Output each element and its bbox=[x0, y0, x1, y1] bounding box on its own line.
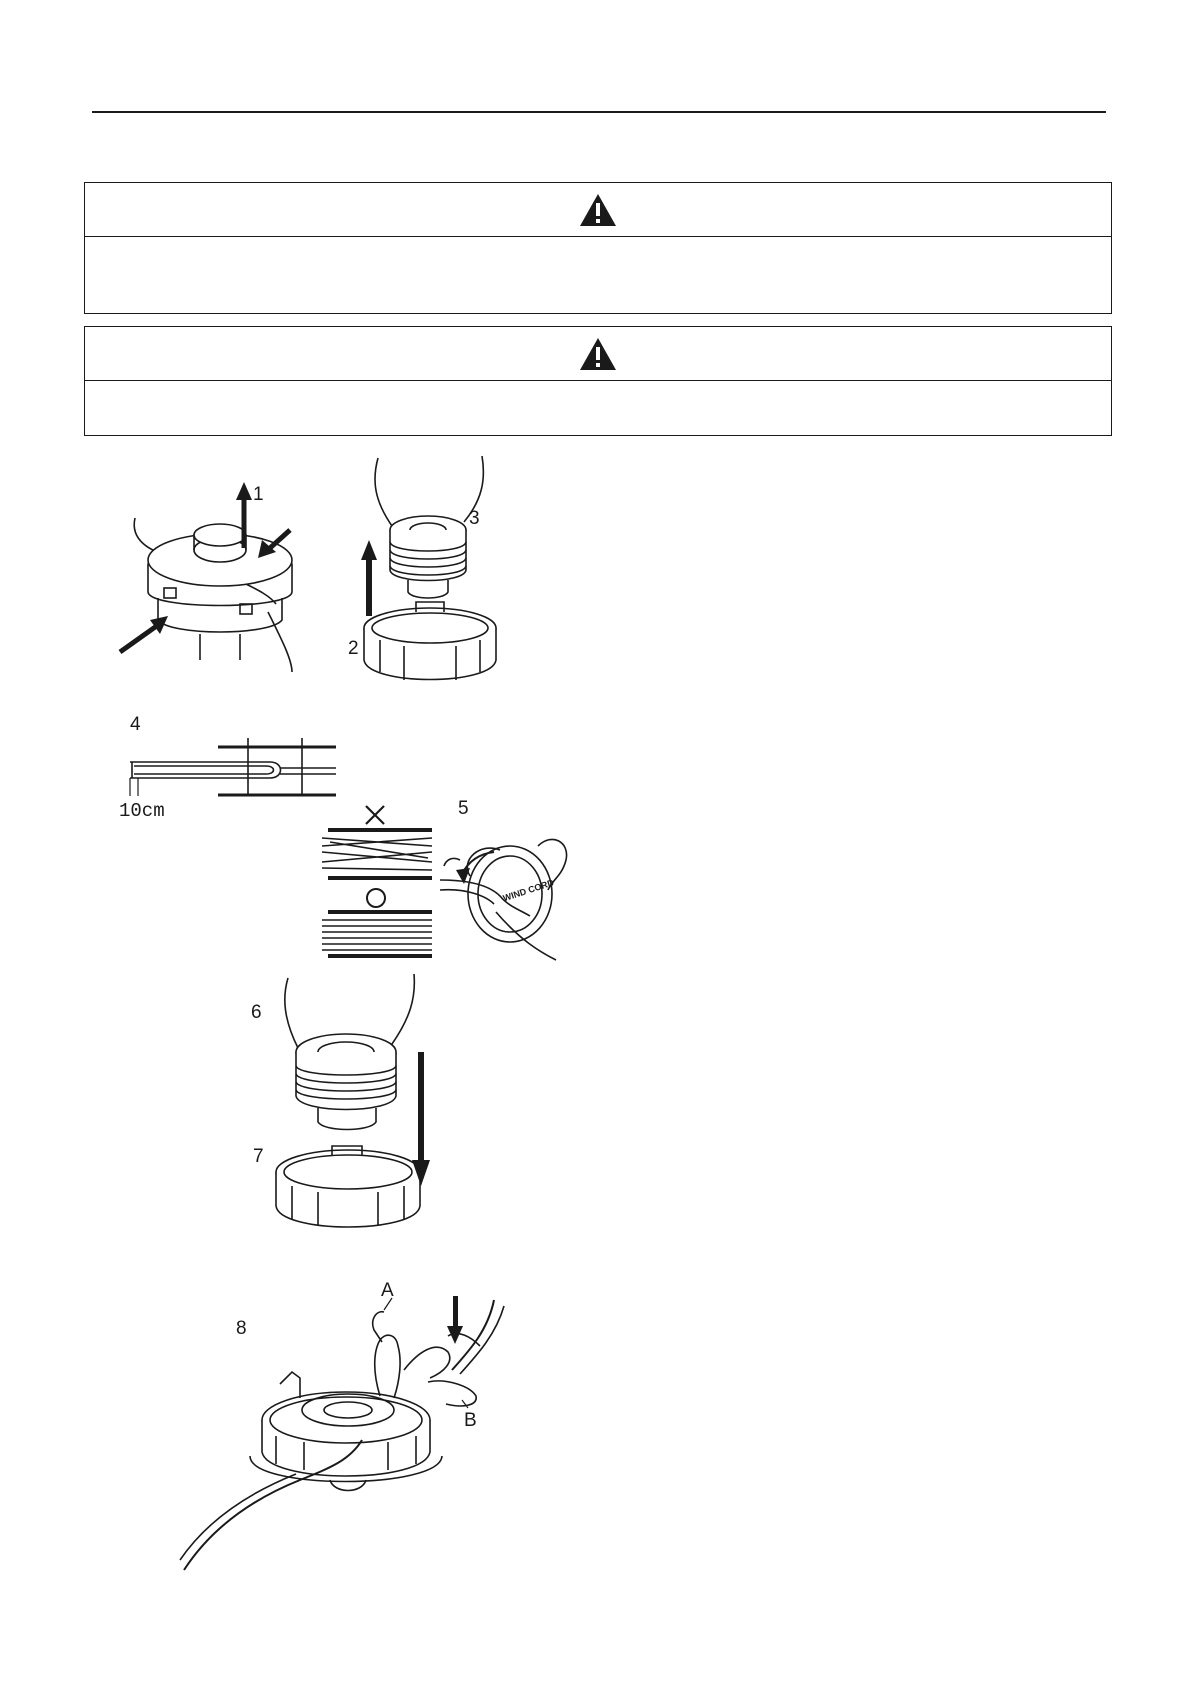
fig8-point-b: B bbox=[464, 1410, 477, 1431]
figure-label-8: 8 bbox=[236, 1318, 247, 1339]
figure-label-1: 1 bbox=[253, 484, 264, 505]
figure-2-arrow bbox=[361, 540, 377, 616]
spool-wind-cord-text: WIND CORD bbox=[501, 877, 556, 904]
figure-4-fold-diagram bbox=[130, 738, 336, 796]
fig4-measure-label: 10cm bbox=[119, 800, 165, 822]
figure-1-trimmer-head bbox=[134, 518, 292, 672]
point-b-leader bbox=[462, 1400, 468, 1408]
figure-6-arrow bbox=[412, 1052, 430, 1186]
fig8-point-a: A bbox=[381, 1280, 394, 1301]
figure-2-3-spool-removal bbox=[364, 456, 496, 680]
figure-label-4: 4 bbox=[130, 714, 141, 735]
figure-5-winding bbox=[322, 806, 567, 960]
figure-label-5: 5 bbox=[458, 798, 469, 819]
figure-label-6: 6 bbox=[251, 1002, 262, 1023]
figure-label-7: 7 bbox=[253, 1146, 264, 1167]
figure-label-2: 2 bbox=[348, 638, 359, 659]
figure-6-7-spool-install bbox=[276, 974, 420, 1227]
figure-8-arrow bbox=[447, 1296, 463, 1344]
figure-label-3: 3 bbox=[469, 508, 480, 529]
